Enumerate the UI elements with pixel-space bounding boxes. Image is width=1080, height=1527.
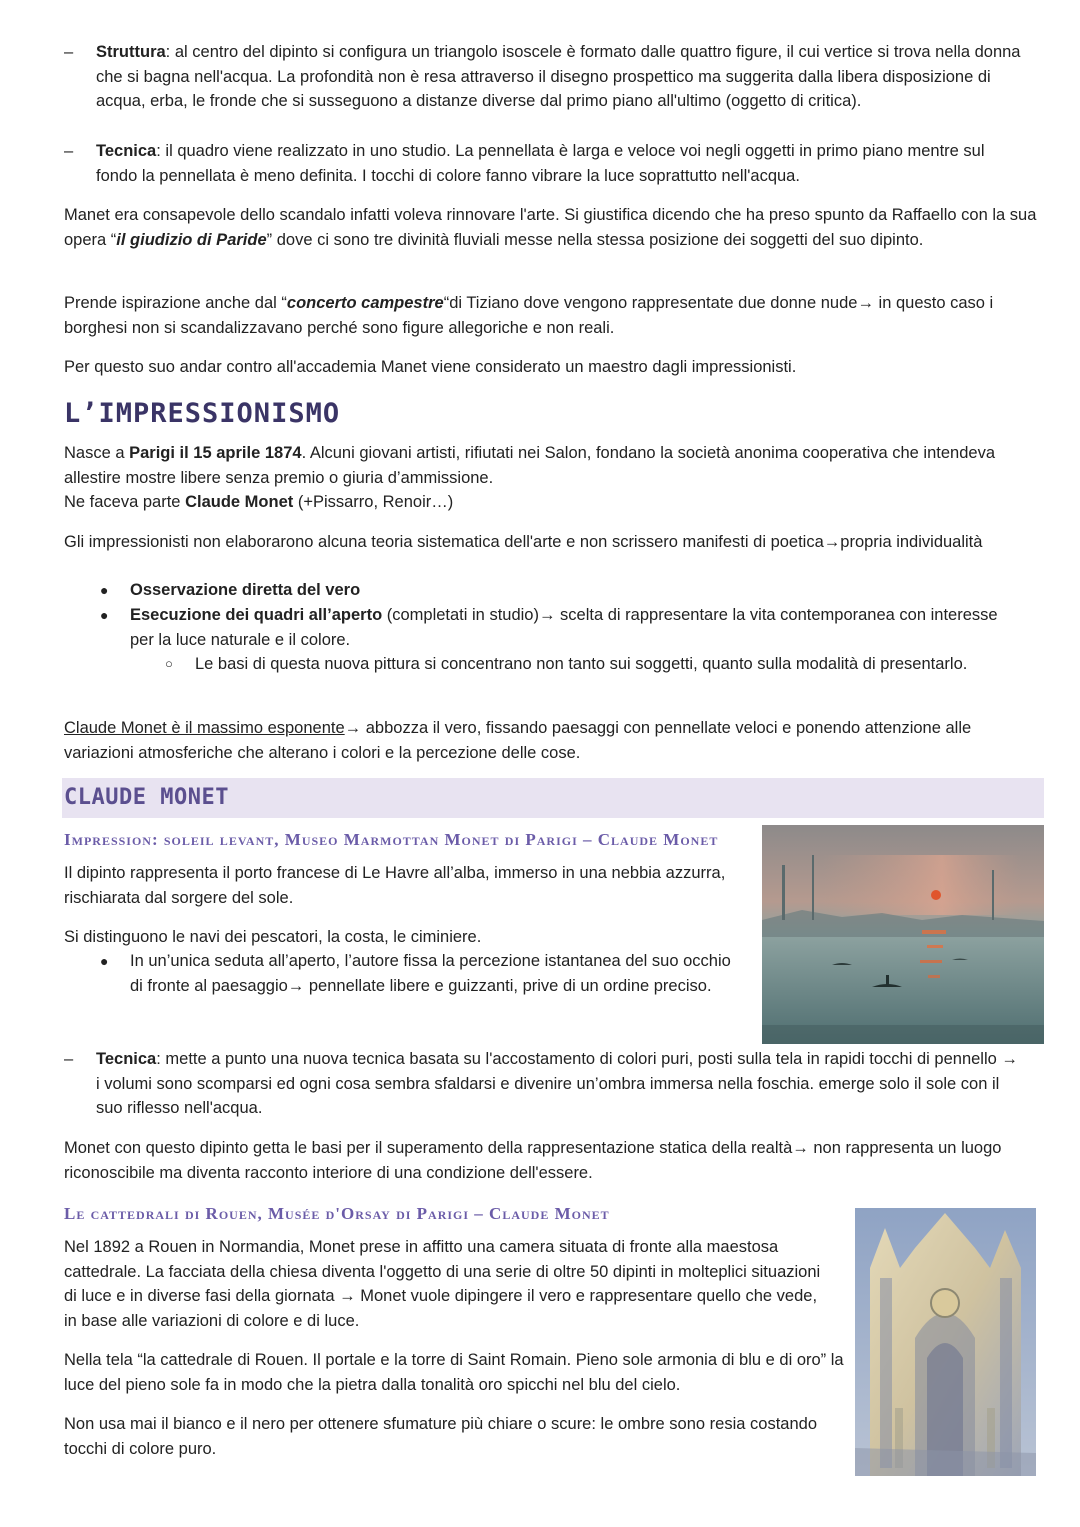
tecnica-monet-item (64, 1047, 1024, 1121)
tecnica-monet-label: Tecnica (96, 1050, 157, 1068)
text-span: Prende ispirazione anche dal “ (64, 294, 287, 312)
paragraph-cattedrali-2: Nella tela “la cattedrale di Rouen. Il portale e la torre di Saint Romain. Pieno sole armonia di blu e di oro” la luce del pieno sole fa in modo che la pietra dalla tonalità oro spicchi nel blu del cielo. (64, 1351, 844, 1394)
bullet-marker: ● (100, 953, 109, 969)
paragraph-impression-1: Il dipinto rappresenta il porto francese di Le Havre all’alba, immerso in una nebbia azzurra, rischiarata dal sorgere del sole. (64, 864, 726, 907)
paragraph-teoria: Gli impressionisti non elaborarono alcuna teoria sistematica dell'arte e non scrissero manifesti di poetica→propria individualità (64, 533, 983, 551)
bullet-marker: ● (100, 607, 109, 623)
artwork-title-giudizio: il giudizio di Paride (116, 230, 267, 249)
paragraph-raffaello (64, 203, 1044, 252)
paragraph-maestro: Per questo suo andar contro all'accademia Manet viene considerato un maestro dagli impressionisti. (64, 358, 797, 376)
text-span: Manet era consapevole dello scandalo infatti voleva rinnovare l'arte. Si giustifica dicendo che ha preso spunto da Raffaello con la sua opera “ (64, 206, 1037, 249)
dash-marker: – (64, 142, 74, 160)
bullet-text: In un’unica seduta all’aperto, l’autore fissa la percezione istantanea del suo occhio di fronte al paesaggio→ pennellate libere e guizzanti, prive di un ordine preciso. (130, 952, 731, 995)
underlined-text: Claude Monet è il massimo esponente (64, 719, 345, 737)
dash-marker: – (64, 43, 74, 61)
heading-impression-soleil-levant: Impression: soleil levant, Museo Marmottan Monet di Parigi – Claude Monet (64, 830, 719, 849)
struttura-item (64, 40, 1024, 114)
date-bold: Parigi il 15 aprile 1874 (129, 444, 302, 462)
text-span: . Alcuni giovani artisti, rifiutati nei Salon, fondano la società anonima cooperativa che intendeva allestire mostre libere senza premio o giuria d’ammissione. (64, 444, 995, 487)
monet-bold: Claude Monet (185, 493, 294, 511)
struttura-label: Struttura (96, 43, 166, 61)
heading-cattedrali-di-rouen: Le cattedrali di Rouen, Musée d'Orsay di Parigi – Claude Monet (64, 1204, 610, 1223)
painting-svg (762, 825, 1044, 1044)
paragraph-impression-2: Si distinguono le navi dei pescatori, la costa, le ciminiere. (64, 928, 482, 946)
heading-impressionismo: L’IMPRESSIONISMO (64, 398, 341, 429)
text-span: ” dove ci sono tre divinità fluviali messe nella stessa posizione dei soggetti del suo dipinto. (266, 230, 924, 249)
artwork-title-concerto: concerto campestre (286, 294, 444, 312)
bullet-execution (100, 603, 1010, 652)
bullet-marker: ● (100, 582, 109, 598)
tecnica-manet-label: Tecnica (96, 142, 157, 160)
painting-svg (855, 1208, 1036, 1476)
paragraph-conclusione: Monet con questo dipinto getta le basi per il superamento della rappresentazione statica della realtà→ non rappresenta un luogo riconoscibile ma diventa racconto interiore di una condizione dell'essere. (64, 1139, 1002, 1182)
bullet-bold: Esecuzione dei quadri all’aperto (130, 606, 383, 624)
bullet-text: Osservazione diretta del vero (130, 581, 361, 599)
text-span: → abbozza il vero, fissando paesaggi con pennellate veloci e ponendo attenzione alle variazioni atmosferiche che alterano i colori e la percezione delle cose. (64, 719, 972, 762)
paragraph-nasce (64, 441, 1044, 515)
dash-marker: – (64, 1050, 74, 1068)
paragraph-tiziano (64, 291, 1044, 340)
circle-bullet-marker: ○ (165, 656, 173, 671)
bullet-text: (completati in studio)→ scelta di rappresentare la vita contemporanea con interesse per la luce naturale e il colore. (130, 606, 998, 649)
text-span: Nasce a (64, 444, 130, 462)
text-span: (+Pissarro, Renoir…) (293, 493, 454, 511)
rouen-cathedral-painting (855, 1208, 1036, 1476)
bullet-observation (100, 578, 1010, 603)
sub-bullet-text: Le basi di questa nuova pittura si concentrano non tanto sui soggetti, quanto sulla modalità di presentarlo. (195, 655, 968, 673)
text-span: “di Tiziano dove vengono rappresentate due donne nude→ in questo caso i borghesi non si scandalizzavano perché sono figure allegoriche e non reali. (64, 294, 994, 337)
paragraph-cattedrali-3: Non usa mai il bianco e il nero per ottenere sfumature più chiare o scure: le ombre sono resia costando tocchi di colore puro. (64, 1415, 817, 1458)
tecnica-monet-text: : mette a punto una nuova tecnica basata su l'accostamento di colori puri, posti sulla tela in rapidi tocchi di pennello → i volumi sono scomparsi ed ogni cosa sembra sfaldarsi e divenire un’ombra immersa nella foschia. emerge solo il sole con il suo riflesso nell'acqua. (96, 1050, 1018, 1117)
struttura-text: : al centro del dipinto si configura un triangolo isoscele è formato dalle quattro figure, il cui vertice si trova nella donna che si bagna nell'acqua. La profondità non è resa attraverso il disegno prospettico ma suggerita dalla libera disposizione di acqua, erba, le fronde che si susseguono a distanze diverse dal primo piano all'ultimo (oggetto di critica). (96, 43, 1021, 110)
text-span: Ne faceva parte (64, 493, 186, 511)
sub-bullet (165, 652, 985, 677)
paragraph-cattedrali-1: Nel 1892 a Rouen in Normandia, Monet prese in affitto una camera situata di fronte alla maestosa cattedrale. La facciata della chiesa diventa l'oggetto di una serie di oltre 50 dipinti in molteplici situazioni di luce e in diverse fasi della giornata → Monet vuole dipingere il vero e rappresentare quello che vede, in base alle variazioni di colore e di luce. (64, 1238, 821, 1330)
heading-claude-monet: CLAUDE MONET (64, 785, 229, 810)
paragraph-esponente (64, 716, 1044, 765)
tecnica-manet-text: : il quadro viene realizzato in uno studio. La pennellata è larga e veloce voi negli oggetti in primo piano mentre sul fondo la pennellata è meno definita. I tocchi di colore fanno vibrare la luce soprattutto nell'acqua. (96, 142, 985, 185)
bullet-impression (100, 949, 740, 998)
impression-soleil-levant-painting (762, 825, 1044, 1044)
tecnica-manet-item (64, 139, 1024, 188)
